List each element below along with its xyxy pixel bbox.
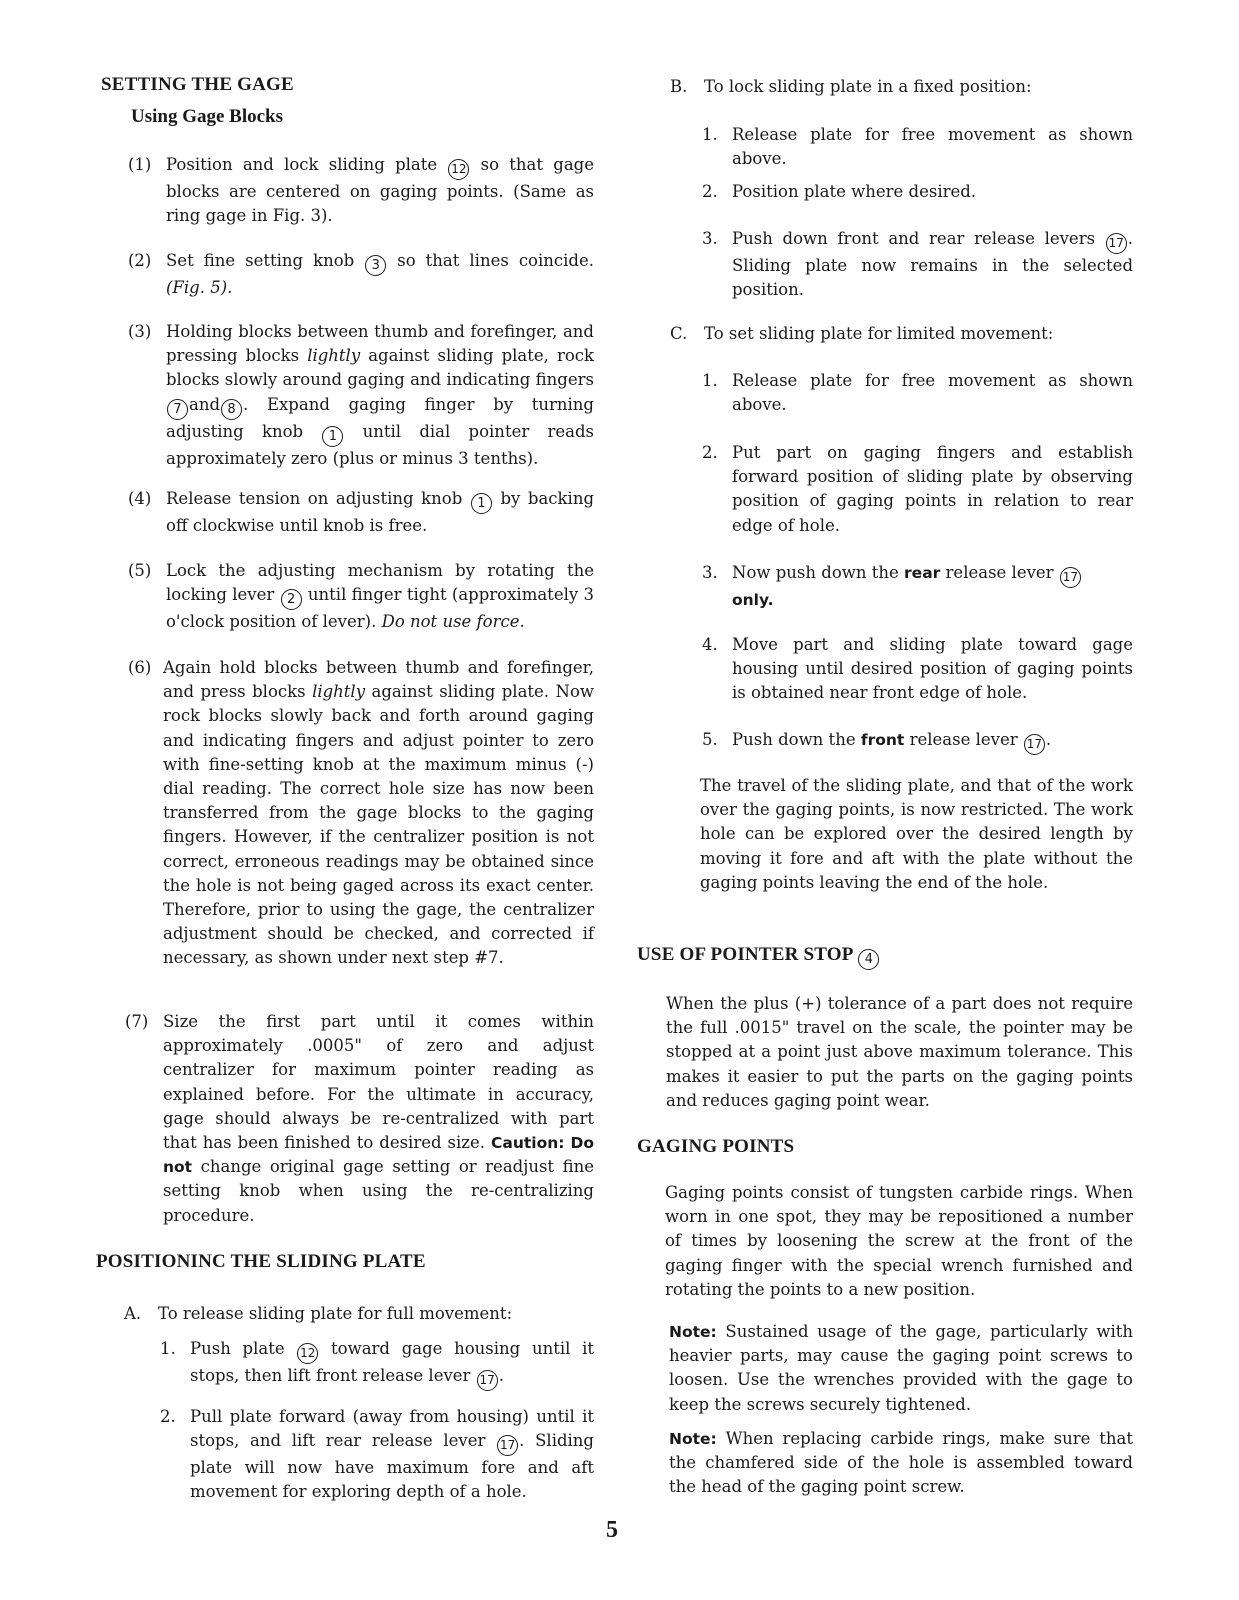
step-b-3 — [702, 227, 1133, 302]
note-2 — [669, 1427, 1133, 1500]
page-number: 5 — [606, 1517, 618, 1543]
step-4-text-a: Release tension on adjusting knob — [166, 489, 463, 508]
rear-emphasis: rear — [904, 564, 941, 582]
step-c-4 — [702, 633, 1133, 706]
section-a — [124, 1302, 594, 1326]
setting-heading: SETTING THE GAGE — [101, 74, 294, 95]
step-c-1-text: Release plate for free movement as shown above. — [732, 371, 1133, 415]
step-c-2 — [702, 441, 1133, 538]
step-1-number: (1) — [128, 155, 152, 174]
pointer-stop-paragraph: When the plus (+) tolerance of a part does not require the full .0015" travel on the scale, the pointer may be stopped at a point just above maximum tolerance. This makes it easier to put the parts on the gaging points and reduces gaging point wear. — [666, 994, 1133, 1110]
step-5-warning: Do not use force. — [381, 612, 525, 632]
step-7-text-b: change original gage setting or readjust fine setting knob when using the re-centralizing procedure. — [163, 1157, 594, 1225]
step-b-1 — [702, 123, 1133, 171]
callout-4: 4 — [858, 949, 879, 970]
step-a-2-text-b: . Sliding plate will now have maximum fore and aft movement for exploring depth of a hole. — [190, 1431, 594, 1502]
step-b-1-text: Release plate for free movement as shown above. — [732, 125, 1133, 169]
do-not-label: Do not — [163, 1134, 594, 1177]
using-gage-blocks-heading: Using Gage Blocks — [131, 106, 284, 127]
section-c-text: To set sliding plate for limited movement: — [704, 324, 1054, 343]
callout-17-b: 17 — [497, 1435, 518, 1456]
step-3-text-c: . Expand gaging finger by turning adjusting knob — [166, 394, 594, 441]
callout-3: 3 — [365, 255, 386, 276]
step-2-text-b: so that lines coincide. — [397, 251, 594, 270]
step-c-5-text-b: release lever — [909, 730, 1018, 749]
note-2-label: Note: — [669, 1430, 717, 1448]
step-a-1-text-a: Push plate — [190, 1339, 285, 1358]
callout-8: 8 — [221, 399, 242, 420]
step-2-number: (2) — [128, 251, 152, 270]
step-a-1 — [160, 1337, 594, 1391]
step-3-and: and — [189, 394, 221, 414]
step-3-text-d: until dial pointer reads approximately zero (plus or minus 3 tenths). — [166, 421, 594, 468]
step-c-5-number: 5. — [702, 730, 718, 749]
note-1-text: Sustained usage of the gage, particularly with heavier parts, may cause the gaging point screws to loosen. Use the wrenches provided with the gage to keep the screws securely tightened. — [669, 1322, 1133, 1414]
step-2 — [128, 249, 594, 300]
step-6-text-b: against sliding plate. Now rock blocks slowly back and forth around gaging and indicating fingers and adjust pointer to zero with fine-setting knob at the maximum minus (-) dial reading. The correct hole size has now been transferred from the gage blocks to the gaging fingers. However, if the centralizer position is not correct, erroneous readings may be obtained since the hole is not being gaged across its exact center. Therefore, prior to using the gage, the centralizer adjustment should be checked, and corrected if necessary, as shown under next step #7. — [163, 682, 594, 968]
note-1 — [669, 1320, 1133, 1417]
section-c — [670, 322, 1135, 346]
step-3-emphasis: lightly — [307, 346, 361, 366]
front-emphasis: front — [860, 731, 905, 749]
step-b-3-number: 3. — [702, 229, 718, 248]
caution-label: Caution: — [490, 1134, 565, 1153]
positioning-heading: POSITIONINC THE SLIDING PLATE — [96, 1251, 426, 1272]
step-c-2-text: Put part on gaging fingers and establish forward position of sliding plate by observing position of gaging points in relation to rear edge of hole. — [732, 443, 1133, 535]
callout-17-e: 17 — [1024, 734, 1045, 755]
step-c-4-text: Move part and sliding plate toward gage housing until desired position of gaging points is obtained near front edge of hole. — [732, 635, 1133, 703]
step-a-2-number: 2. — [160, 1407, 176, 1426]
step-7 — [125, 1010, 594, 1228]
step-4 — [128, 487, 594, 538]
step-a-1-text-b: toward gage housing until it stops, then lift front release lever — [190, 1339, 594, 1385]
step-c-3 — [702, 561, 1133, 612]
step-b-3-text-b: . Sliding plate now remains in the selected position. — [732, 229, 1134, 300]
only-emphasis: only. — [732, 591, 774, 609]
step-6 — [128, 656, 594, 971]
step-b-1-number: 1. — [702, 125, 718, 144]
travel-paragraph: The travel of the sliding plate, and that of the work over the gaging points, is now restricted. The work hole can be explored over the desired length by moving it fore and aft with the plate without the gaging points leaving the end of the hole. — [700, 776, 1133, 892]
step-5-number: (5) — [128, 561, 152, 580]
step-b-2 — [702, 180, 1133, 204]
step-c-5-end: . — [1045, 730, 1052, 749]
step-c-1-number: 1. — [702, 371, 718, 390]
callout-12-b: 12 — [297, 1343, 318, 1364]
step-5-text-b: until finger tight (approximately 3 o'clock position of lever). — [166, 585, 594, 632]
step-c-5-text-a: Push down the — [732, 730, 856, 749]
step-1 — [128, 153, 594, 228]
gaging-points-paragraph: Gaging points consist of tungsten carbide rings. When worn in one spot, they may be repositioned a number of times by loosening the screw at the front of the gaging finger with the special wrench furnished and rotating the points to a new position. — [665, 1183, 1133, 1299]
section-b-text: To lock sliding plate in a fixed position: — [704, 77, 1032, 96]
step-1-text-b: so that gage blocks are centered on gaging points. (Same as ring gage in Fig. 3). — [166, 155, 594, 226]
callout-12: 12 — [448, 159, 469, 180]
step-7-number: (7) — [125, 1012, 149, 1031]
note-1-label: Note: — [669, 1323, 717, 1341]
callout-17-d: 17 — [1060, 567, 1081, 588]
step-c-3-number: 3. — [702, 563, 718, 582]
step-3 — [128, 320, 594, 471]
step-a-1-number: 1. — [160, 1339, 176, 1358]
callout-17-c: 17 — [1106, 233, 1127, 254]
step-b-2-number: 2. — [702, 182, 718, 201]
section-b — [670, 75, 1135, 99]
step-3-number: (3) — [128, 322, 152, 341]
step-7-text-a: Size the first part until it comes within approximately .0005" of zero and adjust centralizer for maximum pointer reading as explained before. For the ultimate in accuracy, gage should always be re-centralized with part that has been finished to desired size. — [163, 1012, 594, 1153]
step-1-text-a: Position and lock sliding plate — [166, 155, 438, 174]
step-b-2-text: Position plate where desired. — [732, 182, 977, 201]
callout-17: 17 — [477, 1370, 498, 1391]
step-c-5 — [702, 728, 1133, 755]
step-5 — [128, 559, 594, 634]
step-c-1 — [702, 369, 1133, 417]
step-3-text-a: Holding blocks between thumb and forefinger, and pressing blocks — [166, 322, 594, 366]
step-c-2-number: 2. — [702, 443, 718, 462]
step-b-3-text-a: Push down front and rear release levers — [732, 229, 1096, 248]
step-c-3-text-a: Now push down the — [732, 563, 899, 582]
step-4-number: (4) — [128, 489, 152, 508]
step-6-text-a: Again hold blocks between thumb and forefinger, and press blocks — [163, 658, 594, 702]
step-6-emphasis: lightly — [312, 682, 366, 702]
callout-1: 1 — [322, 426, 343, 447]
section-a-letter: A. — [124, 1304, 142, 1323]
pointer-stop-heading-text: USE OF POINTER STOP — [637, 944, 853, 965]
step-a-2-text-a: Pull plate forward (away from housing) until it stops, and lift rear release lever — [190, 1407, 594, 1451]
step-2-text-a: Set fine setting knob — [166, 251, 355, 270]
callout-2: 2 — [281, 589, 302, 610]
step-6-number: (6) — [128, 658, 152, 677]
step-3-text-b: against sliding plate, rock blocks slowly around gaging and indicating fingers — [166, 346, 595, 390]
step-c-4-number: 4. — [702, 635, 718, 654]
section-b-letter: B. — [670, 77, 688, 96]
step-a-2 — [160, 1405, 594, 1505]
gaging-points-heading: GAGING POINTS — [637, 1136, 795, 1157]
step-c-3-text-b: release lever — [945, 563, 1054, 582]
step-5-text-a: Lock the adjusting mechanism by rotating the locking lever — [166, 561, 594, 605]
section-a-text: To release sliding plate for full movement: — [158, 1304, 513, 1323]
step-a-1-end: . — [498, 1366, 504, 1385]
callout-1-b: 1 — [471, 493, 492, 514]
pointer-stop-heading — [637, 944, 880, 970]
note-2-text: When replacing carbide rings, make sure that the chamfered side of the hole is assembled toward the head of the gaging point screw. — [669, 1429, 1133, 1497]
step-4-text-b: by backing off clockwise until knob is free. — [166, 489, 595, 535]
section-c-letter: C. — [670, 324, 688, 343]
callout-7: 7 — [167, 399, 188, 420]
step-2-fig-ref: (Fig. 5). — [166, 278, 233, 297]
